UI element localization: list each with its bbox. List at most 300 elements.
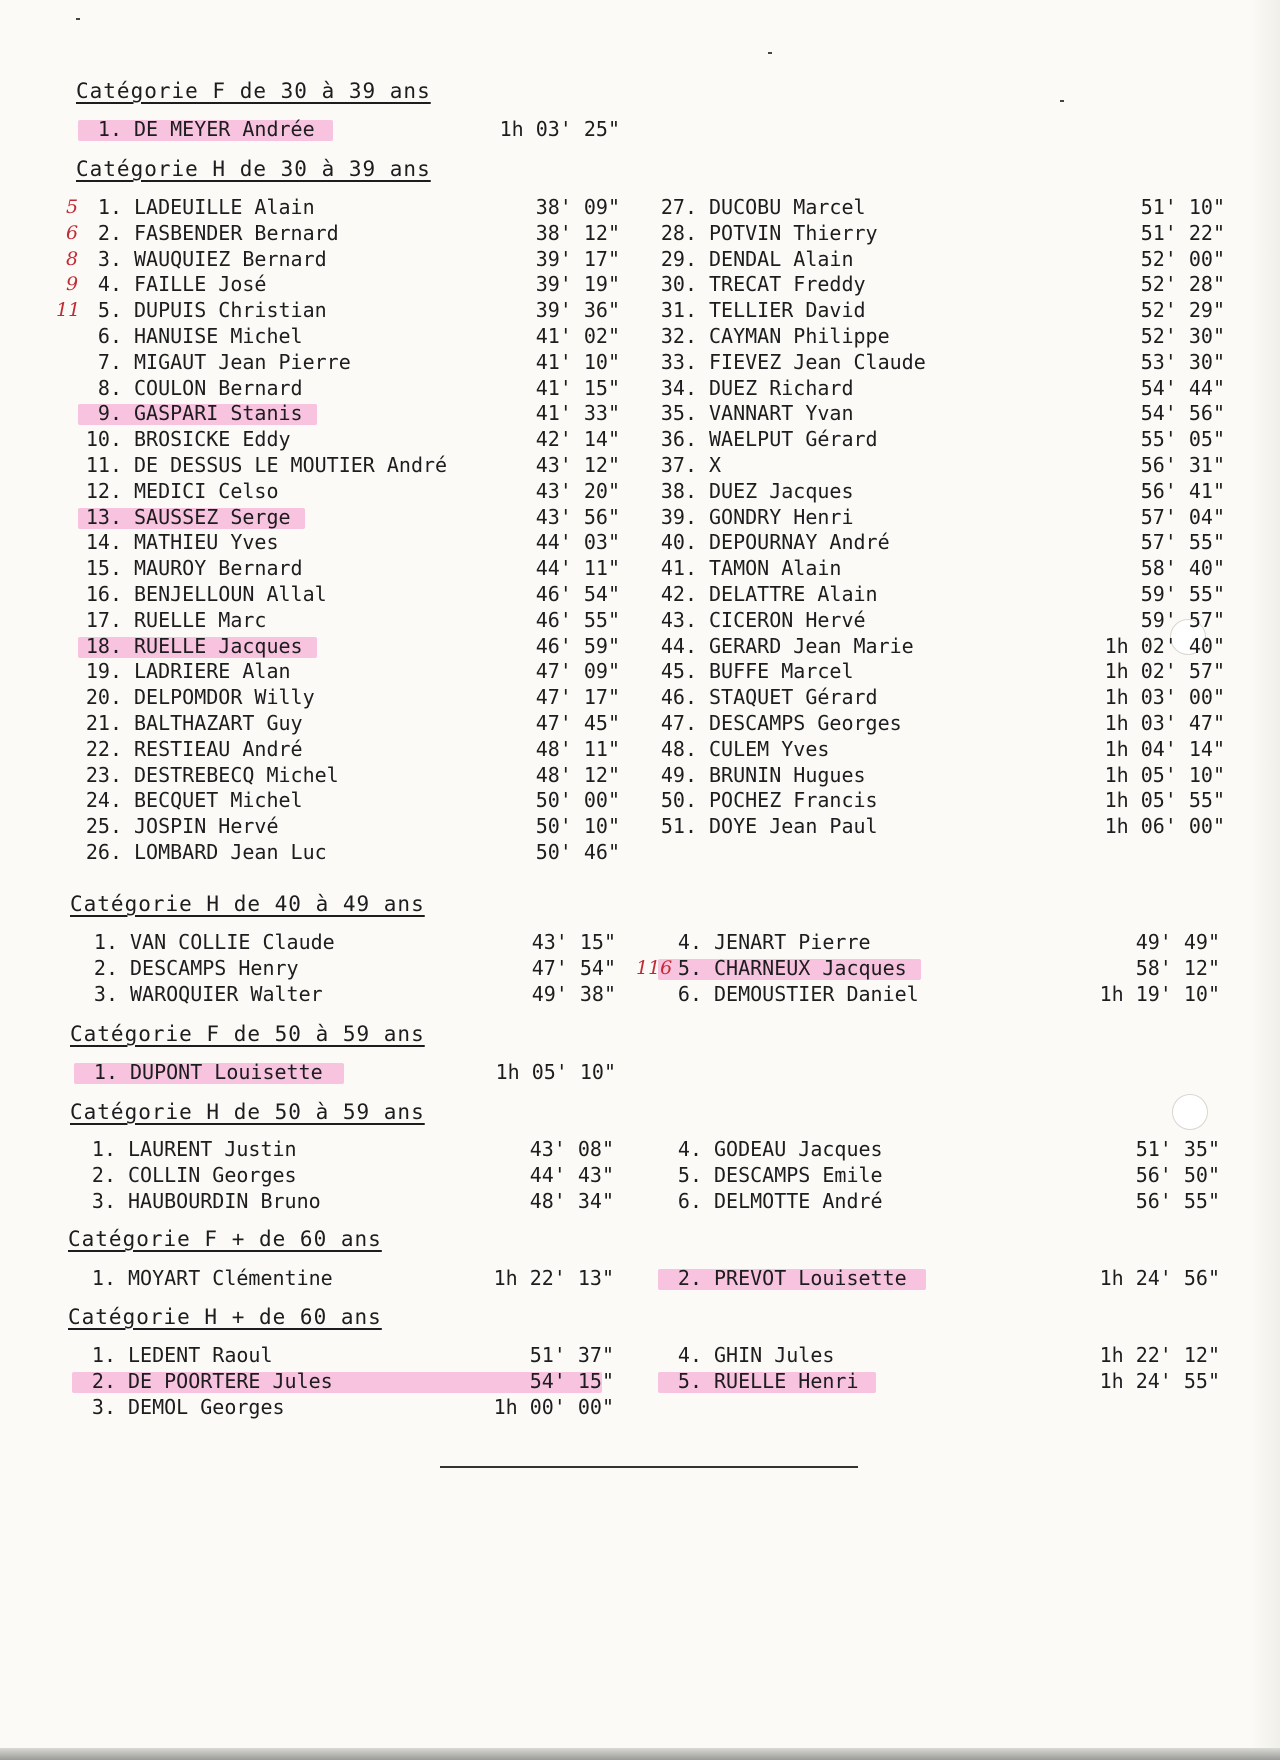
- runner-name: GODEAU Jacques: [714, 1137, 883, 1161]
- runner-name: BENJELLOUN Allal: [134, 581, 327, 606]
- finish-time: 52' 29": [1140, 298, 1225, 323]
- result-row: [670, 1163, 1220, 1189]
- runner-name: PREVOT Louisette: [714, 1266, 907, 1290]
- runner-name: FASBENDER Bernard: [134, 220, 339, 245]
- runner-name: WAUQUIEZ Bernard: [134, 246, 327, 271]
- results-column-left: [56, 195, 620, 866]
- rank-number: 1.: [97, 117, 122, 141]
- result-row: [660, 762, 1225, 789]
- rank-number: 6.: [677, 1188, 702, 1213]
- scan-bottom-edge: [0, 1748, 1280, 1760]
- runner-name: LADRIERE Alan: [134, 659, 291, 684]
- finish-time: 48' 11": [535, 736, 620, 761]
- rank-number: 20.: [85, 685, 122, 710]
- finish-time: 50' 46": [535, 839, 620, 864]
- finish-time: 43' 08": [529, 1137, 614, 1161]
- result-row: [90, 376, 620, 402]
- result-row: [84, 1163, 614, 1189]
- rank-number: 50.: [660, 788, 697, 813]
- runner-name: DUCOBU Marcel: [709, 195, 866, 219]
- result-row: [86, 956, 616, 982]
- runner-name: TAMON Alain: [709, 556, 842, 581]
- finish-time: 52' 00": [1140, 246, 1225, 271]
- finish-time: 47' 17": [535, 685, 620, 710]
- rank-number: 12.: [85, 478, 122, 503]
- result-row: [660, 607, 1225, 634]
- finish-time: 1h 06' 00": [1104, 814, 1225, 839]
- runner-name: HAUBOURDIN Bruno: [128, 1188, 321, 1213]
- rank-number: 2.: [91, 1162, 116, 1187]
- finish-time: 54' 56": [1140, 401, 1225, 426]
- runner-name: DEPOURNAY André: [709, 530, 890, 555]
- results-column-right: [670, 1137, 1220, 1214]
- result-row: [670, 1343, 1220, 1369]
- result-row: [660, 272, 1225, 298]
- handwritten-rank-note: 6: [66, 221, 79, 244]
- runner-name: DUPONT Louisette: [130, 1060, 323, 1084]
- results-column-left: [86, 1060, 616, 1086]
- rank-number: 42.: [660, 581, 697, 606]
- rank-number: 22.: [85, 736, 122, 761]
- rank-number: 15.: [85, 556, 122, 581]
- rank-number: 25.: [85, 814, 122, 839]
- finish-time: 47' 45": [535, 710, 620, 735]
- runner-name: CHARNEUX Jacques: [714, 955, 907, 980]
- runner-name: MAUROY Bernard: [134, 556, 303, 581]
- results-column-right: [636, 930, 1220, 1007]
- rank-number: 41.: [660, 556, 697, 581]
- runner-name: JOSPIN Hervé: [134, 814, 279, 839]
- rank-number: 27.: [660, 195, 697, 219]
- finish-time: 51' 37": [529, 1343, 614, 1367]
- rank-number: 2.: [91, 1368, 116, 1393]
- result-row: [86, 982, 616, 1008]
- rank-number: 1.: [97, 195, 122, 219]
- finish-time: 1h 03' 47": [1104, 710, 1225, 735]
- finish-time: 51' 22": [1140, 220, 1225, 245]
- punch-hole-bottom: [1172, 1094, 1208, 1130]
- result-row: [660, 633, 1225, 660]
- result-row: [660, 659, 1225, 685]
- rank-number: 32.: [660, 323, 697, 348]
- rank-number: 5.: [677, 1368, 702, 1393]
- category-heading: Catégorie H de 50 à 59 ans: [70, 1100, 425, 1124]
- result-row: [85, 427, 620, 453]
- runner-name: CICERON Hervé: [709, 607, 866, 632]
- result-row: [660, 220, 1225, 247]
- rank-number: 39.: [660, 504, 697, 529]
- result-row: [85, 839, 620, 866]
- result-row: [90, 117, 620, 143]
- finish-time: 48' 34": [529, 1188, 614, 1213]
- results-column-right: [660, 195, 1225, 840]
- rank-number: 5.: [97, 298, 122, 323]
- runner-name: DE POORTERE Jules: [128, 1368, 333, 1393]
- rank-number: 26.: [85, 839, 122, 864]
- result-row: [85, 633, 620, 660]
- rank-number: 3.: [91, 1188, 116, 1213]
- rank-number: 1.: [91, 1137, 116, 1161]
- rank-number: 6.: [677, 981, 702, 1006]
- rank-number: 48.: [660, 736, 697, 761]
- finish-time: 1h 03' 00": [1104, 685, 1225, 710]
- runner-name: JENART Pierre: [714, 930, 871, 954]
- runner-name: MOYART Clémentine: [128, 1266, 333, 1290]
- finish-time: 52' 30": [1140, 323, 1225, 348]
- result-row: [660, 504, 1225, 531]
- finish-time: 44' 03": [535, 530, 620, 555]
- rank-number: 4.: [677, 930, 702, 954]
- result-row: [660, 581, 1225, 608]
- result-row: [660, 814, 1225, 840]
- results-column-right: [670, 1266, 1220, 1292]
- finish-time: 49' 38": [531, 981, 616, 1006]
- scan-speck: [768, 52, 772, 54]
- rank-number: 44.: [660, 633, 697, 658]
- result-row: [90, 401, 620, 427]
- finish-time: 51' 35": [1135, 1137, 1220, 1161]
- result-row: [90, 350, 620, 376]
- finish-time: 57' 04": [1140, 504, 1225, 529]
- result-row: [85, 685, 620, 711]
- result-row: [660, 478, 1225, 505]
- runner-name: GASPARI Stanis: [134, 401, 303, 426]
- runner-name: DUEZ Richard: [709, 375, 854, 400]
- result-row: [85, 581, 620, 608]
- result-row: [86, 930, 616, 956]
- result-row: [85, 710, 620, 737]
- runner-name: DOYE Jean Paul: [709, 814, 878, 839]
- rank-number: 31.: [660, 298, 697, 323]
- runner-name: DUPUIS Christian: [134, 298, 327, 323]
- result-row: [85, 762, 620, 789]
- result-row: [85, 736, 620, 763]
- result-row: [670, 982, 1220, 1008]
- rank-number: 28.: [660, 220, 697, 245]
- runner-name: VAN COLLIE Claude: [130, 930, 335, 954]
- handwritten-rank-note: 8: [66, 247, 79, 270]
- runner-name: BECQUET Michel: [134, 788, 303, 813]
- finish-time: 1h 00' 00": [493, 1394, 614, 1419]
- rank-number: 37.: [660, 452, 697, 477]
- runner-name: DE DESSUS LE MOUTIER André: [134, 452, 448, 477]
- rank-number: 10.: [85, 427, 122, 452]
- runner-name: DEMOUSTIER Daniel: [714, 981, 919, 1006]
- result-row: [660, 685, 1225, 711]
- result-row: [660, 452, 1225, 479]
- result-row: [670, 930, 1220, 956]
- runner-name: BRUNIN Hugues: [709, 762, 866, 787]
- rank-number: 45.: [660, 659, 697, 684]
- finish-time: 53' 30": [1140, 349, 1225, 374]
- runner-name: X: [709, 452, 722, 477]
- finish-time: 1h 22' 12": [1099, 1343, 1220, 1367]
- rank-number: 38.: [660, 478, 697, 503]
- rank-number: 29.: [660, 246, 697, 271]
- finish-time: 56' 50": [1135, 1162, 1220, 1187]
- finish-time: 38' 12": [535, 220, 620, 245]
- result-row: [85, 504, 620, 531]
- results-column-left: [84, 1266, 614, 1292]
- finish-time: 44' 43": [529, 1162, 614, 1187]
- finish-time: 42' 14": [535, 427, 620, 452]
- finish-time: 1h 03' 25": [499, 117, 620, 141]
- finish-time: 46' 54": [535, 581, 620, 606]
- finish-time: 56' 41": [1140, 478, 1225, 503]
- runner-name: GONDRY Henri: [709, 504, 854, 529]
- result-row: [84, 1189, 614, 1215]
- rank-number: 47.: [660, 710, 697, 735]
- results-column-right: [670, 1343, 1220, 1395]
- finish-time: 51' 10": [1140, 195, 1225, 219]
- runner-name: CAYMAN Philippe: [709, 323, 890, 348]
- result-row: [85, 530, 620, 556]
- results-column-left: [90, 117, 620, 143]
- rank-number: 3.: [91, 1394, 116, 1419]
- runner-name: BROSICKE Eddy: [134, 427, 291, 452]
- result-row: [85, 607, 620, 634]
- finish-time: 1h 24' 56": [1099, 1266, 1220, 1290]
- runner-name: RESTIEAU André: [134, 736, 303, 761]
- scan-speck: [1060, 100, 1064, 102]
- finish-time: 44' 11": [535, 556, 620, 581]
- rank-number: 4.: [97, 272, 122, 297]
- finish-time: 47' 54": [531, 955, 616, 980]
- runner-name: CULEM Yves: [709, 736, 830, 761]
- finish-time: 58' 12": [1135, 955, 1220, 980]
- rank-number: 6.: [97, 323, 122, 348]
- rank-number: 43.: [660, 607, 697, 632]
- result-row: [660, 530, 1225, 556]
- rank-number: 1.: [91, 1266, 116, 1290]
- finish-time: 41' 33": [535, 401, 620, 426]
- result-row: [66, 195, 620, 221]
- finish-time: 52' 28": [1140, 272, 1225, 297]
- rank-number: 1.: [93, 930, 118, 954]
- runner-name: DENDAL Alain: [709, 246, 854, 271]
- rank-number: 2.: [93, 955, 118, 980]
- result-row: [670, 1137, 1220, 1163]
- result-row: [660, 298, 1225, 324]
- result-row: [84, 1369, 614, 1395]
- runner-name: TRECAT Freddy: [709, 272, 866, 297]
- rank-number: 1.: [93, 1060, 118, 1084]
- finish-time: 58' 40": [1140, 556, 1225, 581]
- runner-name: WAELPUT Gérard: [709, 427, 878, 452]
- runner-name: VANNART Yvan: [709, 401, 854, 426]
- rank-number: 3.: [97, 246, 122, 271]
- finish-time: 1h 02' 57": [1104, 659, 1225, 684]
- finish-time: 1h 19' 10": [1099, 981, 1220, 1006]
- rank-number: 14.: [85, 530, 122, 555]
- result-row: [85, 788, 620, 814]
- runner-name: DE MEYER Andrée: [134, 117, 315, 141]
- runner-name: DEMOL Georges: [128, 1394, 285, 1419]
- runner-name: DELATTRE Alain: [709, 581, 878, 606]
- finish-time: 39' 17": [535, 246, 620, 271]
- finish-time: 1h 22' 13": [493, 1266, 614, 1290]
- rank-number: 3.: [93, 981, 118, 1006]
- runner-name: RUELLE Marc: [134, 607, 267, 632]
- rank-number: 36.: [660, 427, 697, 452]
- finish-time: 43' 20": [535, 478, 620, 503]
- result-row: [660, 710, 1225, 737]
- result-row: [670, 1189, 1220, 1215]
- category-heading: Catégorie H de 30 à 39 ans: [76, 157, 431, 181]
- finish-time: 41' 15": [535, 375, 620, 400]
- runner-name: DELMOTTE André: [714, 1188, 883, 1213]
- finish-time: 39' 19": [535, 272, 620, 297]
- runner-name: POTVIN Thierry: [709, 220, 878, 245]
- rank-number: 2.: [677, 1266, 702, 1290]
- result-row: [85, 452, 620, 479]
- runner-name: HANUISE Michel: [134, 323, 303, 348]
- result-row: [84, 1266, 614, 1292]
- finish-time: 1h 05' 10": [1104, 762, 1225, 787]
- rank-number: 4.: [677, 1343, 702, 1367]
- handwritten-rank-note: 11: [56, 299, 81, 322]
- finish-time: 41' 02": [535, 323, 620, 348]
- rank-number: 11.: [85, 452, 122, 477]
- finish-time: 1h 24' 55": [1099, 1368, 1220, 1393]
- rank-number: 33.: [660, 349, 697, 374]
- runner-name: LOMBARD Jean Luc: [134, 839, 327, 864]
- finish-time: 50' 00": [535, 788, 620, 813]
- finish-time: 43' 12": [535, 452, 620, 477]
- result-row: [84, 1395, 614, 1421]
- result-row: [85, 659, 620, 685]
- result-row: [660, 556, 1225, 582]
- runner-name: POCHEZ Francis: [709, 788, 878, 813]
- category-heading: Catégorie H + de 60 ans: [68, 1305, 382, 1329]
- finish-time: 38' 09": [535, 195, 620, 219]
- rank-number: 5.: [677, 955, 702, 980]
- result-row: [66, 220, 620, 247]
- result-row: [66, 246, 620, 273]
- runner-name: DESCAMPS Emile: [714, 1162, 883, 1187]
- runner-name: DESTREBECQ Michel: [134, 762, 339, 787]
- runner-name: MEDICI Celso: [134, 478, 279, 503]
- finish-time: 54' 44": [1140, 375, 1225, 400]
- result-row: [636, 955, 1220, 982]
- handwritten-rank-note: 9: [66, 273, 79, 296]
- finish-time: 59' 55": [1140, 581, 1225, 606]
- result-row: [660, 323, 1225, 350]
- rank-number: 34.: [660, 375, 697, 400]
- runner-name: BALTHAZART Guy: [134, 710, 303, 735]
- result-row: [660, 195, 1225, 221]
- finish-time: 1h 04' 14": [1104, 736, 1225, 761]
- result-row: [90, 324, 620, 350]
- finish-time: 49' 49": [1135, 930, 1220, 954]
- runner-name: STAQUET Gérard: [709, 685, 878, 710]
- result-row: [85, 478, 620, 505]
- result-row: [85, 814, 620, 840]
- result-row: [660, 736, 1225, 763]
- rank-number: 4.: [677, 1137, 702, 1161]
- rank-number: 23.: [85, 762, 122, 787]
- closing-divider-line: [440, 1466, 858, 1468]
- rank-number: 5.: [677, 1162, 702, 1187]
- rank-number: 30.: [660, 272, 697, 297]
- finish-time: 56' 55": [1135, 1188, 1220, 1213]
- finish-time: 46' 55": [535, 607, 620, 632]
- category-heading: Catégorie H de 40 à 49 ans: [70, 892, 425, 916]
- rank-number: 9.: [97, 401, 122, 426]
- finish-time: 50' 10": [535, 814, 620, 839]
- rank-number: 18.: [85, 633, 122, 658]
- result-row: [660, 246, 1225, 273]
- category-heading: Catégorie F de 30 à 39 ans: [76, 79, 431, 103]
- finish-time: 47' 09": [535, 659, 620, 684]
- result-row: [660, 401, 1225, 427]
- results-column-left: [84, 1137, 614, 1214]
- finish-time: 54' 15": [529, 1368, 614, 1393]
- runner-name: MIGAUT Jean Pierre: [134, 349, 351, 374]
- paper-edge-shadow: [1252, 0, 1280, 1760]
- runner-name: BUFFE Marcel: [709, 659, 854, 684]
- finish-time: 43' 56": [535, 504, 620, 529]
- rank-number: 19.: [85, 659, 122, 684]
- result-row: [660, 349, 1225, 376]
- runner-name: SAUSSEZ Serge: [134, 504, 291, 529]
- rank-number: 35.: [660, 401, 697, 426]
- rank-number: 8.: [97, 375, 122, 400]
- finish-time: 39' 36": [535, 298, 620, 323]
- runner-name: FIEVEZ Jean Claude: [709, 349, 926, 374]
- runner-name: COLLIN Georges: [128, 1162, 297, 1187]
- handwritten-rank-note: 5: [66, 196, 79, 218]
- runner-name: GERARD Jean Marie: [709, 633, 914, 658]
- finish-time: 46' 59": [535, 633, 620, 658]
- scan-speck: [76, 18, 80, 20]
- results-column-left: [86, 930, 616, 1007]
- finish-time: 43' 15": [531, 930, 616, 954]
- result-row: [56, 298, 620, 324]
- finish-time: 57' 55": [1140, 530, 1225, 555]
- rank-number: 21.: [85, 710, 122, 735]
- runner-name: DESCAMPS Henry: [130, 955, 299, 980]
- runner-name: LEDENT Raoul: [128, 1343, 273, 1367]
- rank-number: 17.: [85, 607, 122, 632]
- runner-name: WAROQUIER Walter: [130, 981, 323, 1006]
- runner-name: RUELLE Jacques: [134, 633, 303, 658]
- rank-number: 2.: [97, 220, 122, 245]
- finish-time: 59' 57": [1140, 607, 1225, 632]
- rank-number: 46.: [660, 685, 697, 710]
- runner-name: LAURENT Justin: [128, 1137, 297, 1161]
- finish-time: 48' 12": [535, 762, 620, 787]
- rank-number: 51.: [660, 814, 697, 839]
- rank-number: 13.: [85, 504, 122, 529]
- runner-name: DELPOMDOR Willy: [134, 685, 315, 710]
- result-row: [660, 427, 1225, 453]
- result-row: [660, 788, 1225, 814]
- result-row: [660, 375, 1225, 402]
- results-column-left: [84, 1343, 614, 1420]
- rank-number: 24.: [85, 788, 122, 813]
- finish-time: 55' 05": [1140, 427, 1225, 452]
- result-row: [670, 1266, 1220, 1292]
- runner-name: RUELLE Henri: [714, 1368, 859, 1393]
- runner-name: DUEZ Jacques: [709, 478, 854, 503]
- finish-time: 41' 10": [535, 349, 620, 374]
- result-row: [84, 1343, 614, 1369]
- runner-name: DESCAMPS Georges: [709, 710, 902, 735]
- rank-number: 40.: [660, 530, 697, 555]
- result-row: [670, 1369, 1220, 1395]
- result-row: [66, 272, 620, 298]
